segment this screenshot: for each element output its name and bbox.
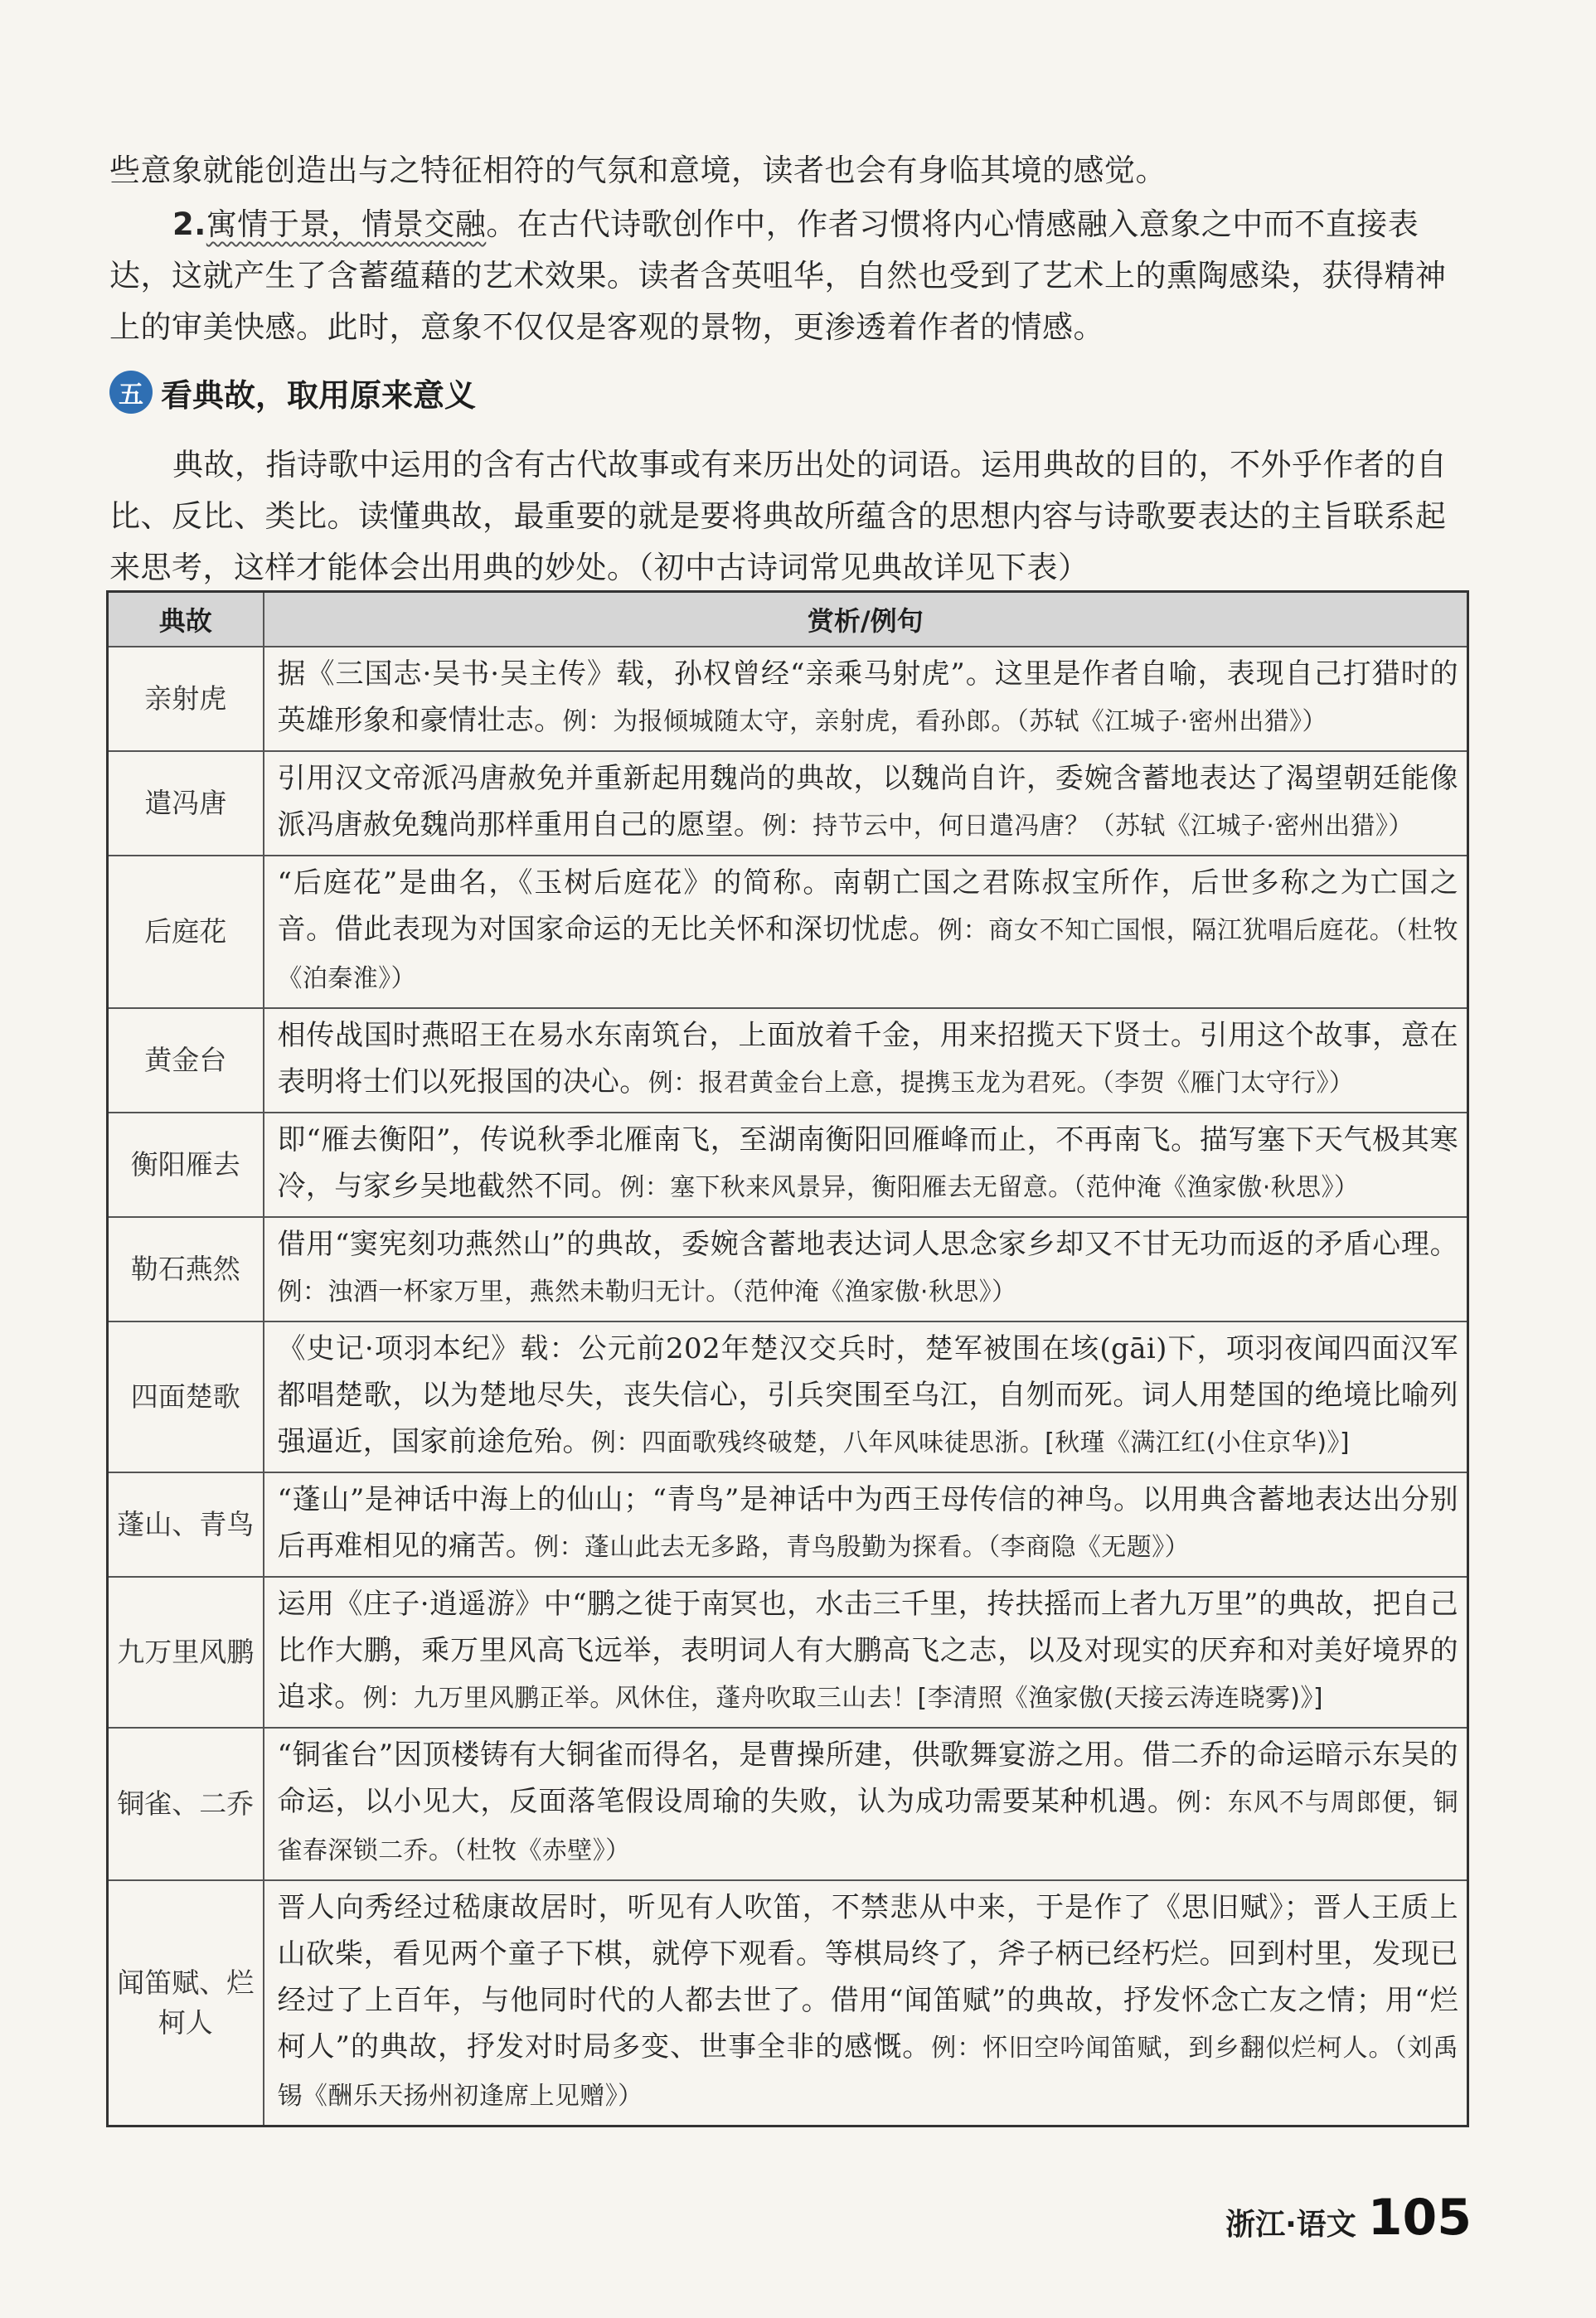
row-example: 例：塞下秋来风景异，衡阳雁去无留意。（范仲淹《渔家傲·秋思》） xyxy=(619,1172,1360,1202)
row-text: 运用《庄子·逍遥游》中“鹏之徙于南冥也，水击三千里，抟扶摇而上者九万里”的典故，把自己比作大鹏，乘万里风高飞远举，表明词人有大鹏高飞之志，以及对现实的厌弃和对美好境界的追求。 xyxy=(277,1587,1458,1714)
table-row xyxy=(108,1008,1468,1113)
row-text: 据《三国志·吴书·吴主传》载，孙权曾经“亲乘马射虎”。这里是作者自喻，表现自己打猎时的英雄形象和豪情壮志。 xyxy=(277,657,1458,737)
section-heading xyxy=(109,369,476,415)
row-term: 蓬山、青鸟 xyxy=(108,1472,264,1577)
row-example: 例：为报倾城随太守，亲射虎，看孙郎。（苏轼《江城子·密州出猎》） xyxy=(562,706,1327,736)
row-description xyxy=(264,751,1468,856)
row-description xyxy=(264,1880,1468,2126)
table-row xyxy=(108,647,1468,751)
row-description xyxy=(264,1217,1468,1321)
paragraph-intro: 些意象就能创造出与之特征相符的气氛和意境，读者也会有身临其境的感觉。 xyxy=(109,153,1167,188)
row-text: “铜雀台”因顶楼铸有大铜雀而得名，是曹操所建，供歌舞宴游之用。借二乔的命运暗示东吴的命运，以小见大，反面落笔假设周瑜的失败，认为成功需要某种机遇。 xyxy=(277,1738,1458,1818)
row-term: 亲射虎 xyxy=(108,647,264,751)
row-term: 后庭花 xyxy=(108,856,264,1008)
table-row xyxy=(108,1217,1468,1321)
row-text: 借用“窦宪刻功燕然山”的典故，委婉含蓄地表达词人思念家乡却又不甘无功而返的矛盾心理。 xyxy=(277,1227,1458,1261)
row-term: 衡阳雁去 xyxy=(108,1113,264,1217)
table-row xyxy=(108,1728,1468,1880)
row-term: 闻笛赋、烂柯人 xyxy=(108,1880,264,2126)
page-footer xyxy=(1225,2189,1472,2247)
row-example: 例：四面歌残终破楚，八年风味徒思浙。[秋瑾《满江红(小住京华)》] xyxy=(590,1428,1350,1457)
row-description xyxy=(264,1577,1468,1728)
page-number: 105 xyxy=(1367,2189,1472,2247)
row-example: 例：浊酒一杯家万里，燕然未勒归无计。（范仲淹《渔家傲·秋思》） xyxy=(277,1277,1017,1307)
point-number: 2. xyxy=(172,206,206,242)
row-example: 例：报君黄金台上意，提携玉龙为君死。（李贺《雁门太守行》） xyxy=(648,1068,1355,1098)
table-row xyxy=(108,751,1468,856)
row-example: 例：东风不与周郎便，铜雀春深锁二乔。（杜牧《赤壁》） xyxy=(277,1787,1458,1865)
table-row xyxy=(108,856,1468,1008)
row-example: 例：蓬山此去无多路，青鸟殷勤为探看。（李商隐《无题》） xyxy=(534,1532,1190,1562)
row-term: 铜雀、二乔 xyxy=(108,1728,264,1880)
row-text: “蓬山”是神话中海上的仙山；“青鸟”是神话中为西王母传信的神鸟。以用典含蓄地表达出分别后再难相见的痛苦。 xyxy=(277,1482,1458,1563)
row-text: 《史记·项羽本纪》载：公元前202年楚汉交兵时，楚军被围在垓(gāi)下，项羽夜闻四面汉军都唱楚歌，以为楚地尽失，丧失信心，引兵突围至乌江，自刎而死。词人用楚国的绝境比喻列强逼近，国家前途危殆。 xyxy=(277,1331,1458,1458)
row-description xyxy=(264,647,1468,751)
row-term: 九万里风鹏 xyxy=(108,1577,264,1728)
section-number-badge: 五 xyxy=(109,371,153,414)
allusion-table xyxy=(106,590,1469,2127)
row-text: “后庭花”是曲名，《玉树后庭花》的简称。南朝亡国之君陈叔宝所作，后世多称之为亡国之音。借此表现为对国家命运的无比关怀和深切忧虑。 xyxy=(277,866,1458,946)
paragraph-point-2 xyxy=(109,199,1467,353)
footer-label: 浙江·语文 xyxy=(1225,2208,1356,2242)
row-term: 遣冯唐 xyxy=(108,751,264,856)
table-row xyxy=(108,1321,1468,1472)
row-description xyxy=(264,1008,1468,1113)
row-description xyxy=(264,1321,1468,1472)
row-text: 相传战国时燕昭王在易水东南筑台，上面放着千金，用来招揽天下贤士。引用这个故事，意在表明将士们以死报国的决心。 xyxy=(277,1018,1458,1098)
row-example: 例：怀旧空吟闻笛赋，到乡翻似烂柯人。（刘禹锡《酬乐天扬州初逢席上见赠》） xyxy=(277,2033,1458,2111)
row-example: 例：商女不知亡国恨，隔江犹唱后庭花。（杜牧《泊秦淮》） xyxy=(277,915,1458,993)
point-heading: 寓情于景，情景交融 xyxy=(206,206,487,242)
header-allusion: 典故 xyxy=(108,592,264,647)
row-description xyxy=(264,1728,1468,1880)
row-example: 例：持节云中，何日遣冯唐？（苏轼《江城子·密州出猎》） xyxy=(762,811,1414,841)
table-header-row xyxy=(108,592,1468,647)
table-row xyxy=(108,1472,1468,1577)
row-description xyxy=(264,1113,1468,1217)
row-text: 即“雁去衡阳”，传说秋季北雁南飞，至湖南衡阳回雁峰而止，不再南飞。描写塞下天气极其寒冷，与家乡吴地截然不同。 xyxy=(277,1123,1458,1203)
row-text: 晋人向秀经过嵇康故居时，听见有人吹笛，不禁悲从中来，于是作了《思旧赋》；晋人王质上山砍柴，看见两个童子下棋，就停下观看。等棋局终了，斧子柄已经朽烂。回到村里，发现已经过了上百年，与他同时代的人都去世了。借用“闻笛赋”的典故，抒发怀念亡友之情；用“烂柯人”的典故，抒发对时局多变、世事全非的感慨。 xyxy=(277,1890,1458,2063)
row-text: 引用汉文帝派冯唐赦免并重新起用魏尚的典故，以魏尚自许，委婉含蓄地表达了渴望朝廷能像派冯唐赦免魏尚那样重用自己的愿望。 xyxy=(277,761,1458,841)
row-description xyxy=(264,1472,1468,1577)
row-description xyxy=(264,856,1468,1008)
section-paragraph: 典故，指诗歌中运用的含有古代故事或有来历出处的词语。运用典故的目的，不外乎作者的自比、反比、类比。读懂典故，最重要的就是要将典故所蕴含的思想内容与诗歌要表达的主旨联系起来思考，这样才能体会出用典的妙处。（初中古诗词常见典故详见下表） xyxy=(109,447,1448,585)
table-row xyxy=(108,1880,1468,2126)
table-row xyxy=(108,1577,1468,1728)
row-example: 例：九万里风鹏正举。风休住，蓬舟吹取三山去！[李清照《渔家傲(天接云涛连晓雾)》] xyxy=(362,1683,1323,1713)
table-row xyxy=(108,1113,1468,1217)
section-title: 看典故，取用原来意义 xyxy=(161,376,477,414)
point-body: 。在古代诗歌创作中，作者习惯将内心情感融入意象之中而不直接表达，这就产生了含蓄蕴藉的艺术效果。读者含英咀华，自然也受到了艺术上的熏陶感染，获得精神上的审美快感。此时，意象不仅仅是客观的景物，更渗透着作者的情感。 xyxy=(109,206,1447,345)
row-term: 勒石燕然 xyxy=(108,1217,264,1321)
row-term: 黄金台 xyxy=(108,1008,264,1113)
row-term: 四面楚歌 xyxy=(108,1321,264,1472)
header-analysis: 赏析/例句 xyxy=(264,592,1468,647)
